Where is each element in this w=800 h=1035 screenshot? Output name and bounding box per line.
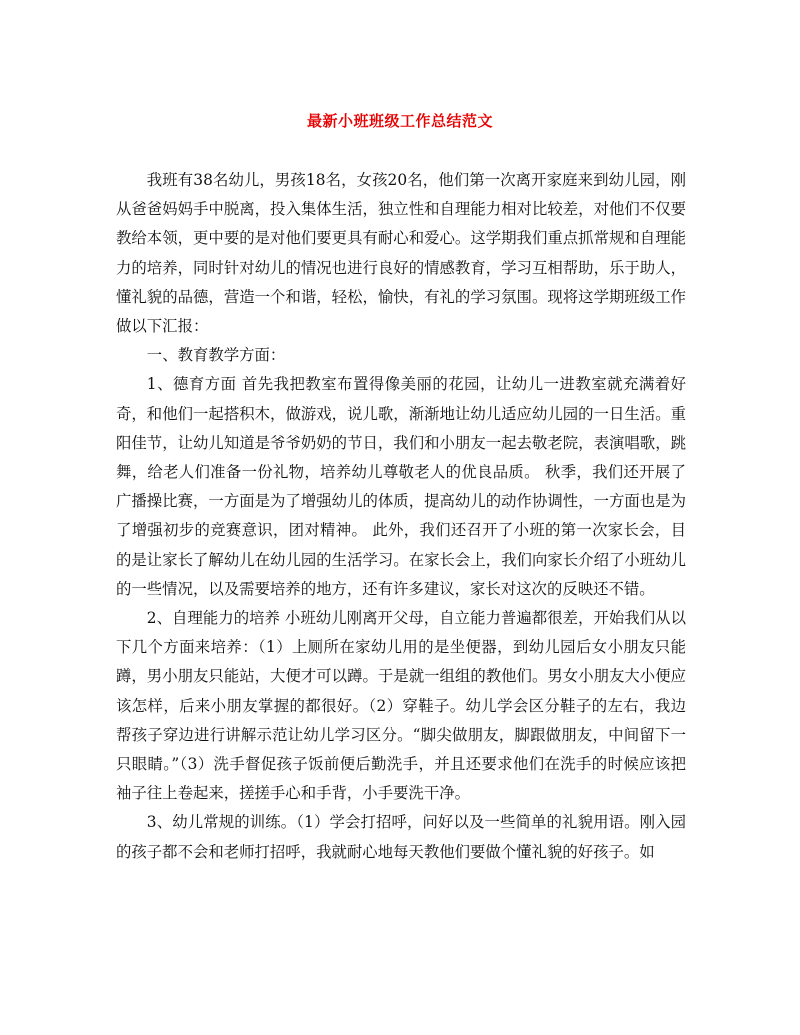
document-title: 最新小班班级工作总结范文 <box>306 112 493 130</box>
paragraph-self-care: 2、自理能力的培养 小班幼儿刚离开父母，自立能力普遍都很差，开始我们从以下几个方面来培养：（1）上厕所在家幼儿用的是坐便器，到幼儿园后女小朋友只能蹲，男小朋友只能站，大便才可以蹲。于是就一组组的教他们。男女小朋友大小便应该怎样，后来小朋友掌握的都很好。（2）穿鞋子。幼儿学会区分鞋子的左右，我边帮孩子穿边进行讲解示范让幼儿学习区分。“脚尖做朋友，脚跟做朋友，中间留下一只眼睛。”（3）洗手督促孩子饭前便后勤洗手，并且还要求他们在洗手的时候应该把袖子往上卷起来，搓搓手心和手背，小手要洗干净。 <box>116 609 686 803</box>
paragraph-routine-training: 3、幼儿常规的训练。（1）学会打招呼，问好以及一些简单的礼貌用语。刚入园的孩子都不会和老师打招呼，我就耐心地每天教他们要做个懂礼貌的好孩子。如 <box>116 813 686 861</box>
document-body <box>116 166 686 867</box>
paragraph-moral-education: 1、德育方面 首先我把教室布置得像美丽的花园，让幼儿一进教室就充满着好奇，和他们一起搭积木，做游戏，说儿歌，渐渐地让幼儿适应幼儿园的一日生活。重阳佳节，让幼儿知道是爷爷奶奶的节日，我们和小朋友一起去敬老院，表演唱歌，跳舞，给老人们准备一份礼物，培养幼儿尊敬老人的优良品质。 秋季，我们还开展了广播操比赛，一方面是为了增强幼儿的体质，提高幼儿的动作协调性，一方面也是为了增强初步的竞赛意识，团对精神。 此外，我们还召开了小班的第一次家长会，目的是让家长了解幼儿在幼儿园的生活学习。在家长会上，我们向家长介绍了小班幼儿的一些情况，以及需要培养的地方，还有许多建议，家长对这次的反映还不错。 <box>116 375 686 598</box>
paragraph-section-heading: 一、教育教学方面： <box>146 346 286 365</box>
paragraph-intro: 我班有38名幼儿，男孩18名，女孩20名，他们第一次离开家庭来到幼儿园，刚从爸爸妈妈手中脱离，投入集体生活，独立性和自理能力相对比较差，对他们不仅要教给本领，更中要的是对他们要更具有耐心和爱心。这学期我们重点抓常规和自理能力的培养，同时针对幼儿的情况也进行良好的情感教育，学习互相帮助，乐于助人，懂礼貌的品德，营造一个和谐，轻松，愉快，有礼的学习氛围。现将这学期班级工作做以下汇报： <box>116 171 686 336</box>
